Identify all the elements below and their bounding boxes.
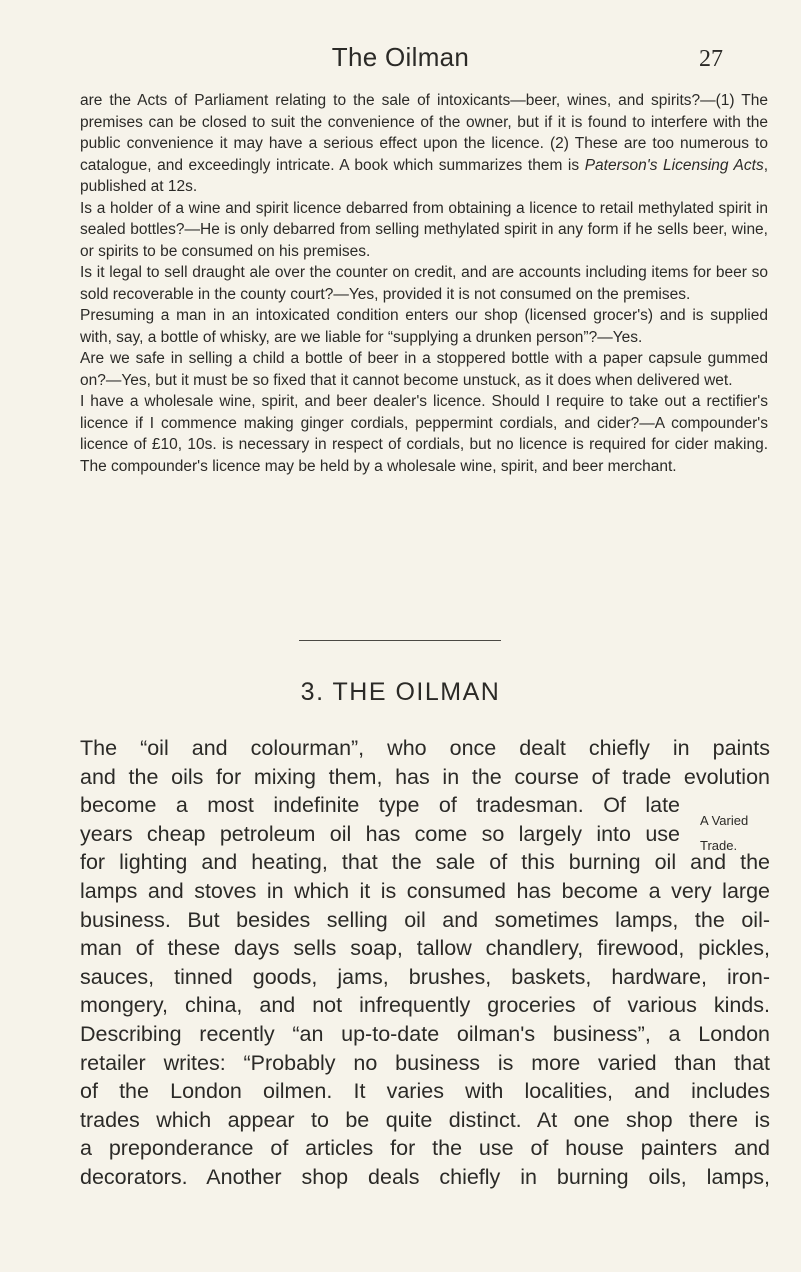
book-title: Paterson's Licensing Acts [584,156,764,174]
section-title: 3. THE OILMAN [300,678,501,706]
side-note-line-2: Trade. [700,838,738,853]
body-line: Describing recently “an up-to-date oilman's business”, a London [80,1021,770,1046]
running-title: The Oilman [331,42,470,72]
qa-section [80,90,768,477]
qa-paragraph [80,90,768,198]
qa-paragraph: Are we safe in selling a child a bottle of beer in a stoppered bottle with a paper capsule gummed on?—Yes, but it must be so fixed that it cannot become unstuck, as it does when delivered wet. [80,350,768,389]
page-number: 27 [699,46,723,72]
body-line: mongery, china, and not infrequently groceries of various kinds. [80,993,770,1018]
qa-paragraph: I have a wholesale wine, spirit, and beer dealer's licence. Should I require to take out a rectifier's licence if I commence making ginger cordials, peppermint cordials, and cider?—A compounder's licence of £10, 10s. is necessary in respect of cordials, but no licence is required for cider making. The compounder's licence may be held by a wholesale wine, spirit, and beer merchant. [80,393,768,475]
body-line: business. But besides selling oil and sometimes lamps, the oil- [80,907,770,932]
qa-text-after: , published at 12s. [80,156,769,195]
body-line: for lighting and heating, that the sale of this burning oil and the [80,850,770,875]
qa-paragraph: Is a holder of a wine and spirit licence debarred from obtaining a licence to retail methylated spirit in sealed bottles?—He is only debarred from selling methylated spirit in any form if he sells beer, wine, or spirits to be consumed on his premises. [80,199,768,260]
side-note-line-1: A Varied [700,813,749,828]
body-line: of the London oilmen. It varies with localities, and includes [80,1079,770,1104]
body-line: retailer writes: “Probably no business is more varied than that [80,1050,770,1075]
body-line: decorators. Another shop deals chiefly in burning oils, lamps, [80,1164,770,1189]
qa-text: are the Acts of Parliament relating to the sale of intoxicants—beer, wines, and spirits?—(1) The premises can be closed to suit the convenience of the owner, but if it is found to interfere with the public convenience it may have a serious effect upon the licence. (2) These are too numerous to catalogue, and exceedingly intricate. A book which summarizes them is [80,92,768,174]
section-body [80,734,770,1192]
body-line: lamps and stoves in which it is consumed has become a very large [80,878,770,903]
body-line: a preponderance of articles for the use of house painters and [80,1136,770,1161]
body-line: man of these days sells soap, tallow chandlery, firewood, pickles, [80,936,770,961]
qa-paragraph: Presuming a man in an intoxicated condition enters our shop (licensed grocer's) and is supplied with, say, a bottle of whisky, are we liable for “supplying a drunken person”?—Yes. [80,307,768,346]
body-line: years cheap petroleum oil has come so largely into use [80,821,680,846]
body-line: and the oils for mixing them, has in the course of trade evolution [80,764,770,789]
qa-paragraph: Is it legal to sell draught ale over the counter on credit, and are accounts including items for beer so sold recoverable in the county court?—Yes, provided it is not consumed on the premises. [80,264,768,303]
body-line: trades which appear to be quite distinct. At one shop there is [80,1107,770,1132]
body-line: sauces, tinned goods, jams, brushes, baskets, hardware, iron- [80,964,770,989]
section-divider [299,640,501,641]
body-line: The “oil and colourman”, who once dealt chiefly in paints [80,736,770,760]
body-line: become a most indefinite type of tradesman. Of late [80,793,680,818]
